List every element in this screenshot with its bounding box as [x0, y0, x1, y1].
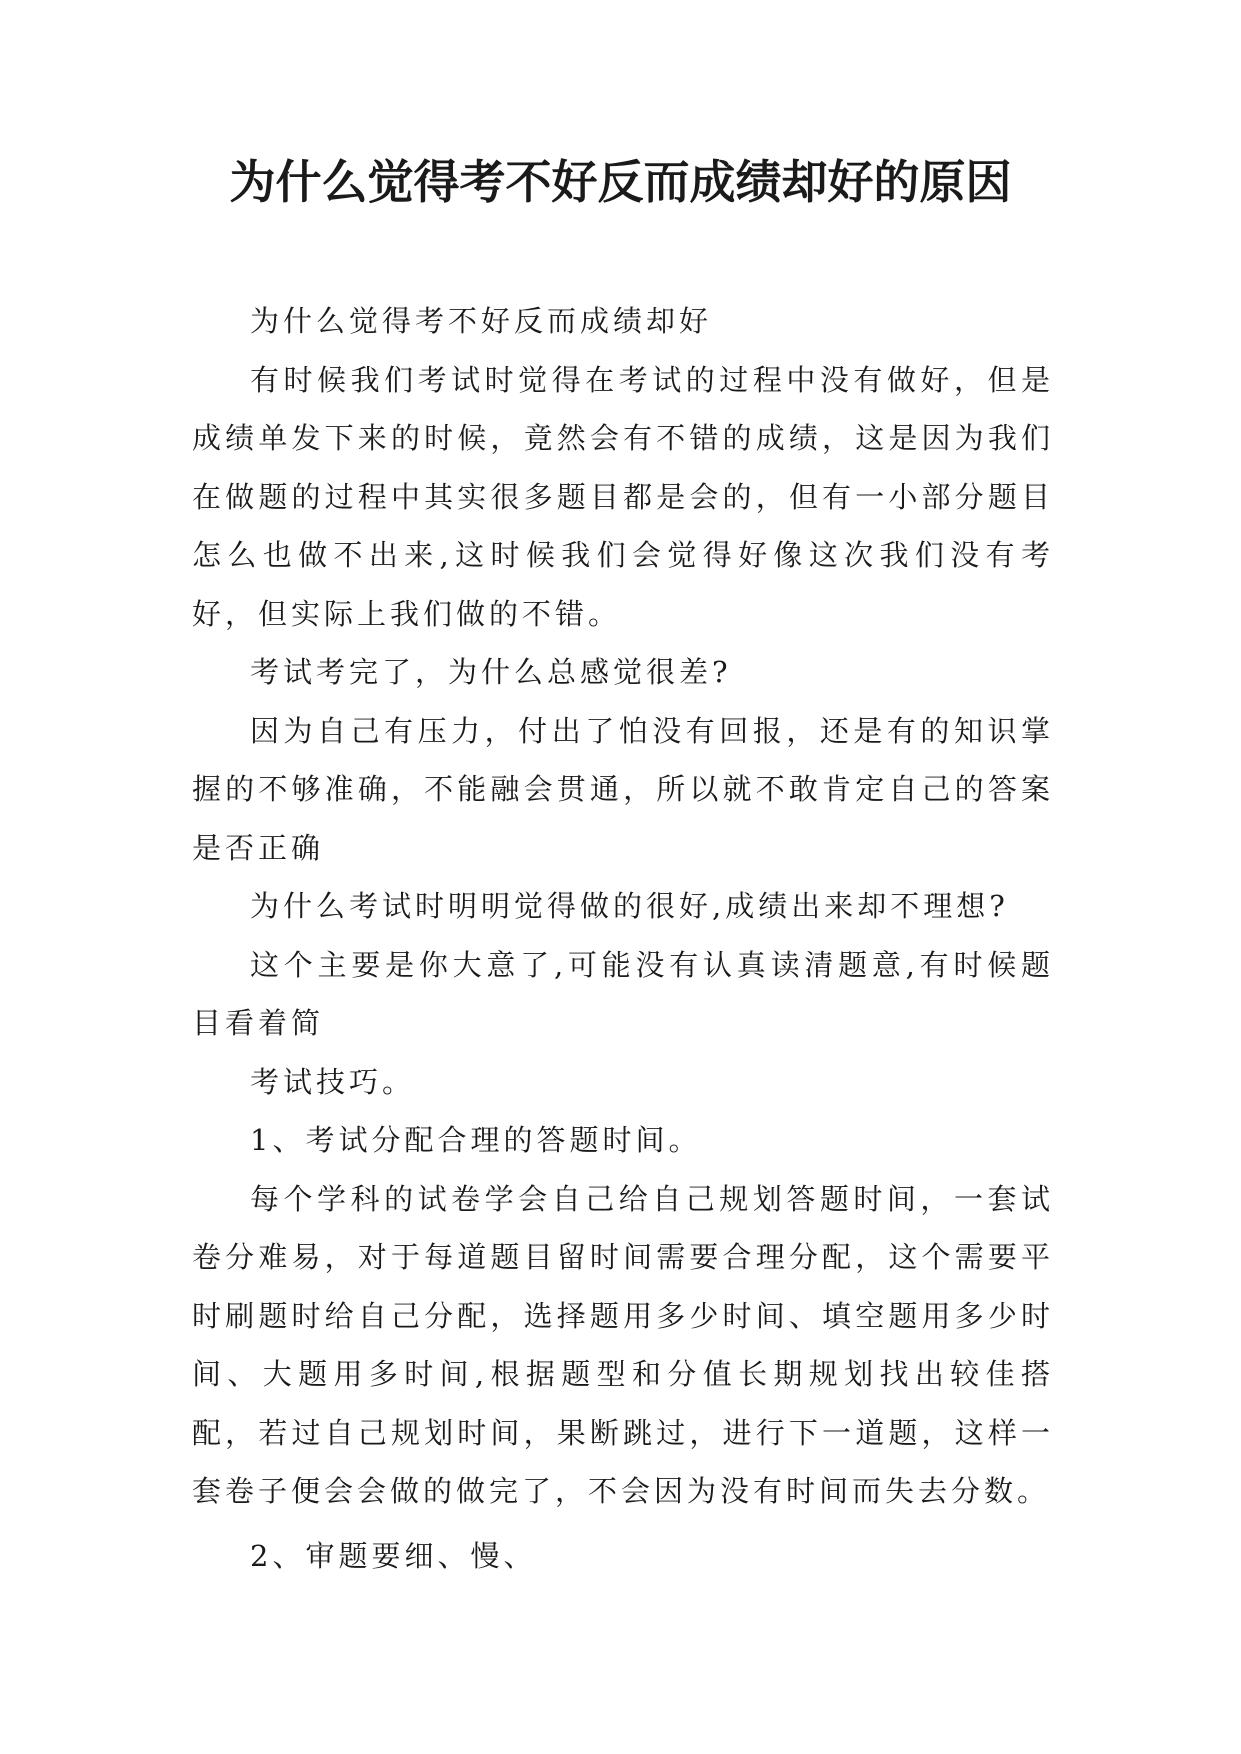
paragraph-heading: 考试技巧。: [250, 1064, 416, 1099]
document-body: [192, 292, 1054, 1585]
paragraph: 每个学科的试卷学会自己给自己规划答题时间，一套试卷分难易，对于每道题目留时间需要合理分配，这个需要平时刷题时给自己分配，选择题用多少时间、填空题用多少时间、大题用多时间,根据题型和分值长期规划找出较佳搭配，若过自己规划时间，果断跳过，进行下一道题，这样一套卷子便会会做的做完了，不会因为没有时间而失去分数。: [192, 1181, 1054, 1508]
paragraph-question: 考试考完了，为什么总感觉很差?: [250, 655, 732, 689]
paragraph-question: 为什么考试时明明觉得做的很好,成绩出来却不理想?: [250, 889, 1009, 923]
paragraph-list-item: 1、考试分配合理的答题时间。: [250, 1123, 702, 1157]
paragraph-list-item: 2、审题要细、慢、: [250, 1538, 537, 1573]
paragraph: 因为自己有压力，付出了怕没有回报，还是有的知识掌握的不够准确，不能融会贯通，所以就不敢肯定自己的答案是否正确: [192, 713, 1054, 865]
paragraph: 这个主要是你大意了,可能没有认真读清题意,有时候题目看着简: [192, 947, 1054, 1040]
document-title: 为什么觉得考不好反而成绩却好的原因: [229, 155, 1012, 209]
paragraph: 有时候我们考试时觉得在考试的过程中没有做好，但是成绩单发下来的时候，竟然会有不错的成绩，这是因为我们在做题的过程中其实很多题目都是会的，但有一小部分题目怎么也做不出来,这时候我们会觉得好像这次我们没有考好，但实际上我们做的不错。: [192, 362, 1054, 631]
paragraph-subtitle: 为什么觉得考不好反而成绩却好: [250, 304, 713, 338]
